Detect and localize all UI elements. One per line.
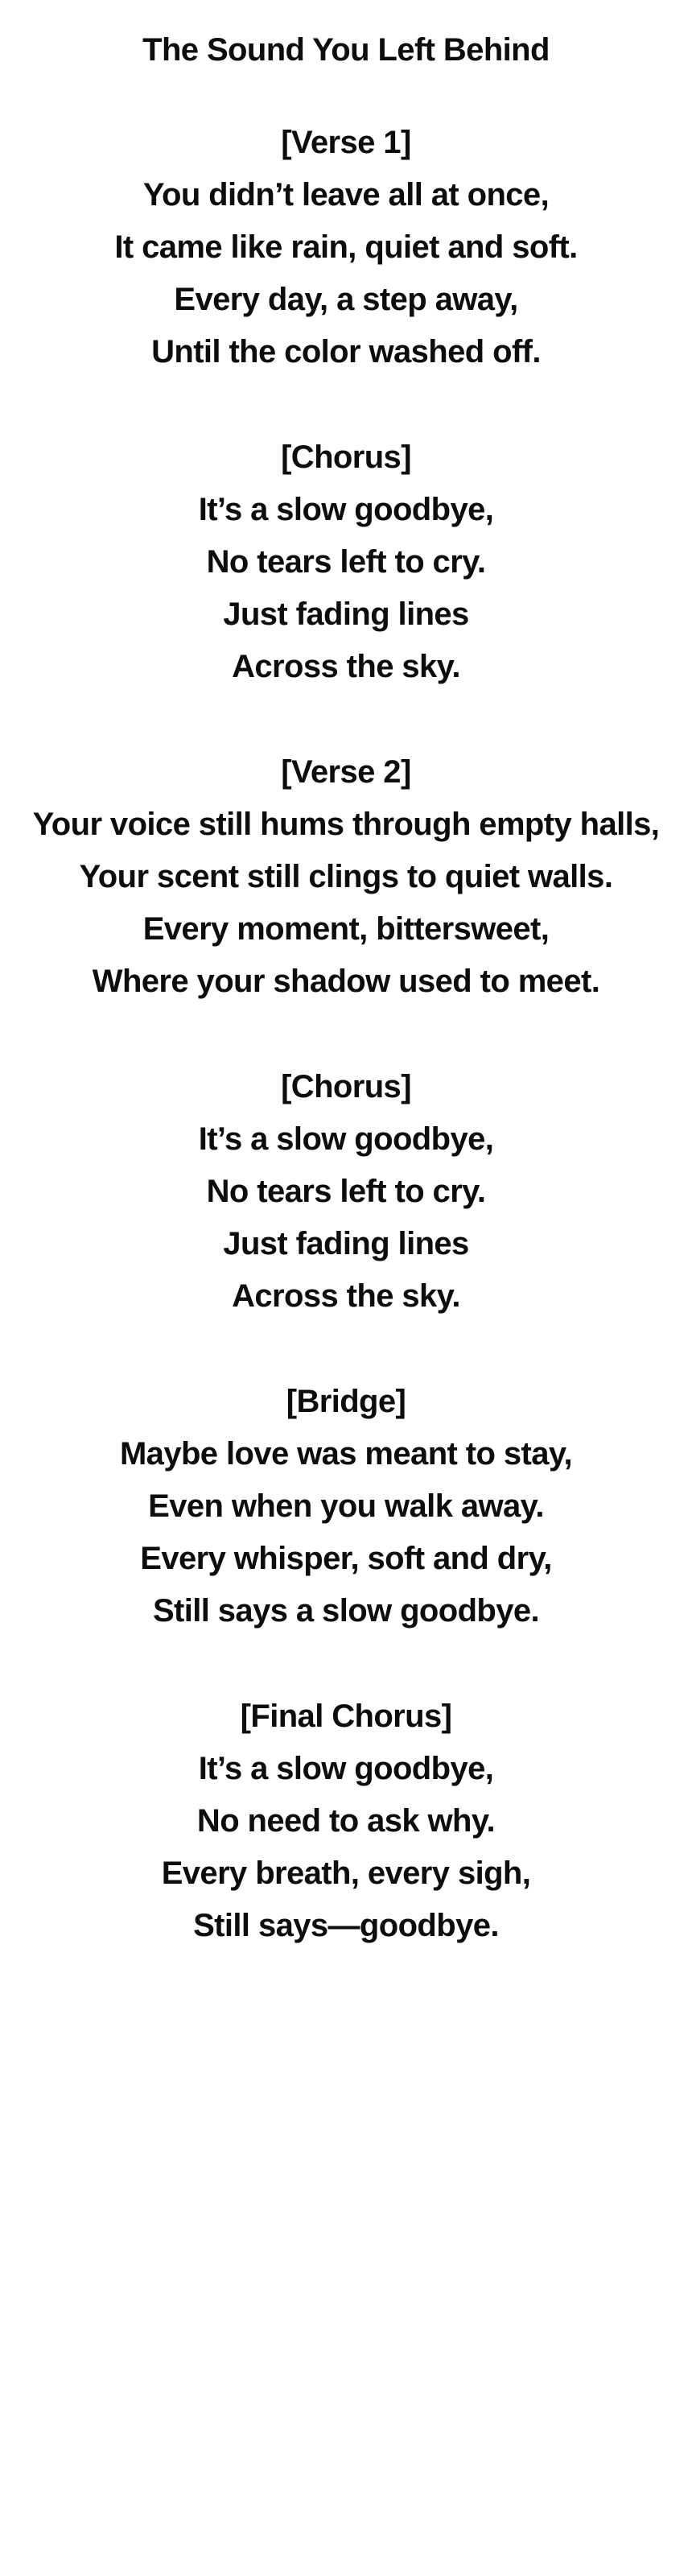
lyric-line: Just fading lines — [223, 597, 469, 632]
stanza-verse-1 — [0, 117, 692, 378]
stanza-chorus-2 — [0, 1061, 692, 1323]
section-label: [Chorus] — [281, 440, 411, 475]
lyric-line: Every breath, every sigh, — [161, 1856, 531, 1891]
lyric-line: No tears left to cry. — [206, 1174, 486, 1209]
stanza-final-chorus — [0, 1690, 692, 1952]
lyric-line: You didn’t leave all at once, — [142, 177, 550, 213]
lyric-line: Even when you walk away. — [148, 1488, 544, 1524]
section-label: [Final Chorus] — [240, 1699, 452, 1734]
song-title: The Sound You Left Behind — [142, 32, 550, 68]
section-label: [Chorus] — [281, 1069, 411, 1104]
lyric-line: Every moment, bittersweet, — [142, 911, 550, 947]
section-label: [Verse 1] — [281, 125, 411, 160]
lyric-line: No need to ask why. — [196, 1803, 496, 1839]
section-label: [Bridge] — [286, 1384, 406, 1419]
stanza-chorus-1 — [0, 431, 692, 693]
lyric-line: Until the color washed off. — [151, 334, 541, 369]
lyric-line: It’s a slow goodbye, — [198, 1121, 494, 1157]
lyric-line: It’s a slow goodbye, — [198, 1751, 494, 1786]
lyric-line: Maybe love was meant to stay, — [119, 1436, 573, 1472]
stanza-verse-2 — [0, 746, 692, 1008]
section-label: [Verse 2] — [281, 754, 411, 790]
lyric-line: It’s a slow goodbye, — [198, 492, 494, 527]
lyric-line: No tears left to cry. — [206, 544, 486, 580]
lyric-line: Across the sky. — [232, 1278, 460, 1314]
lyric-line: Across the sky. — [232, 649, 460, 684]
lyric-line: Every day, a step away, — [174, 282, 518, 317]
lyric-line: Still says a slow goodbye. — [152, 1593, 540, 1629]
lyric-line: Just fading lines — [223, 1226, 469, 1261]
lyric-line: Where your shadow used to meet. — [92, 964, 600, 999]
stanza-bridge — [0, 1376, 692, 1637]
lyric-line: Still says—goodbye. — [193, 1908, 499, 1943]
lyric-line: Your voice still hums through empty halls, — [32, 807, 660, 842]
lyric-line: It came like rain, quiet and soft. — [114, 229, 578, 265]
lyric-line: Your scent still clings to quiet walls. — [79, 859, 613, 894]
lyric-line: Every whisper, soft and dry, — [140, 1541, 552, 1576]
